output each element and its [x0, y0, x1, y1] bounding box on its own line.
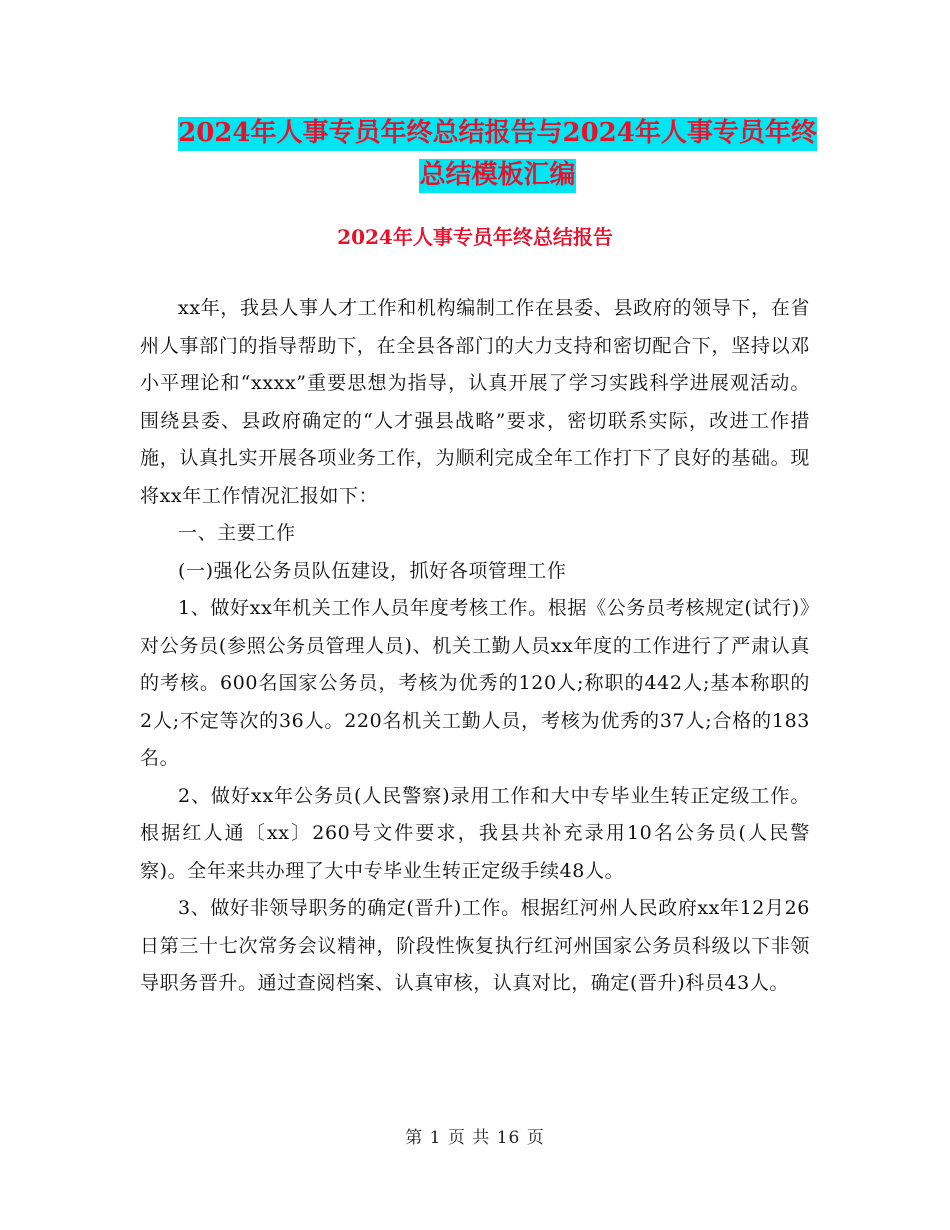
paragraph-item-1: 1、做好xx年机关工作人员年度考核工作。根据《公务员考核规定(试行)》对公务员(参照公务员管理人员)、机关工勤人员xx年度的工作进行了严肃认真的考核。600名国家公务员，考核为优秀的120人;称职的442人;基本称职的2人;不定等次的36人。220名机关工勤人员，考核为优秀的37人;合格的183名。 — [140, 597, 810, 769]
title-line-1: 2024年人事专员年终总结报告与2024年人事专员年终 — [178, 117, 817, 151]
heading-main-work: 一、主要工作 — [178, 522, 296, 544]
document-body — [140, 290, 810, 1003]
paragraph-intro: xx年，我县人事人才工作和机构编制工作在县委、县政府的领导下，在省州人事部门的指导帮助下，在全县各部门的大力支持和密切配合下，坚持以邓小平理论和“xxxx”重要思想为指导，认真开展了学习实践科学进展观活动。围绕县委、县政府确定的“人才强县战略”要求，密切联系实际，改进工作措施，认真扎实开展各项业务工作，为顺利完成全年工作打下了良好的基础。现将xx年工作情况汇报如下： — [140, 297, 810, 507]
paragraph-item-3: 3、做好非领导职务的确定(晋升)工作。根据红河州人民政府xx年12月26日第三十七次常务会议精神，阶段性恢复执行红河州国家公务员科级以下非领导职务晋升。通过查阅档案、认真审核，认真对比，确定(晋升)科员43人。 — [140, 897, 810, 994]
section-title: 2024年人事专员年终总结报告 — [337, 225, 613, 249]
title-line-2: 总结模板汇编 — [419, 159, 575, 193]
paragraph-item-2: 2、做好xx年公务员(人民警察)录用工作和大中专毕业生转正定级工作。根据红人通〔xx〕260号文件要求，我县共补充录用10名公务员(人民警察)。全年来共办理了大中专毕业生转正定级手续48人。 — [140, 784, 810, 882]
subheading-civil-servants: (一)强化公务员队伍建设，抓好各项管理工作 — [178, 559, 567, 582]
document-title — [140, 112, 855, 196]
page-number: 第 1 页 共 16 页 — [405, 1128, 545, 1148]
